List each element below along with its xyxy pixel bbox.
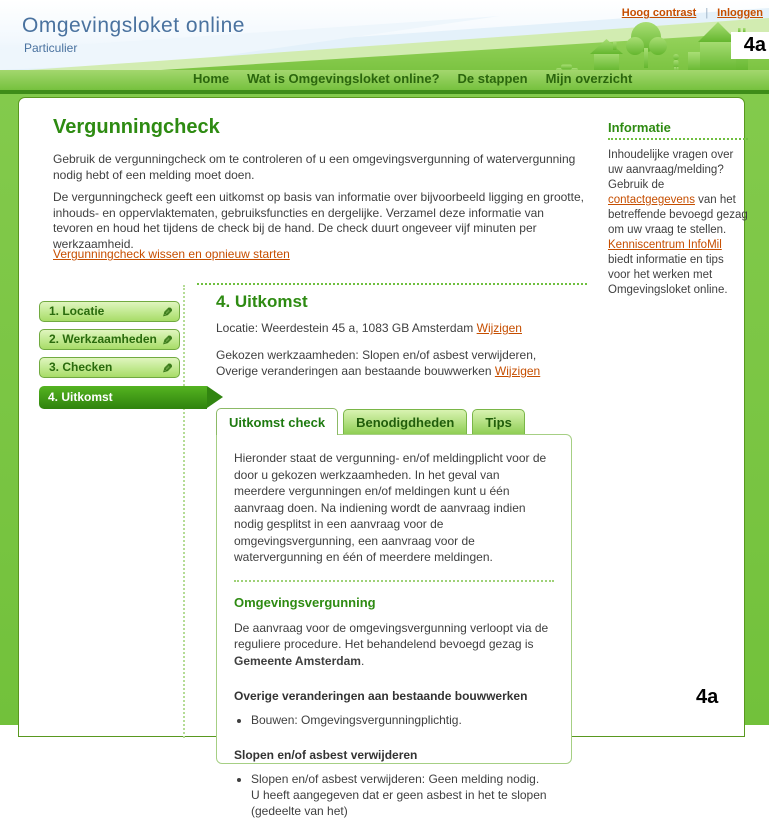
tab-uitkomst-check[interactable]: Uitkomst check <box>216 408 338 435</box>
sidebar-text-part: van het betreffende bevoegd gezag om uw vraag te stellen. <box>608 194 748 236</box>
procedure-text <box>234 620 554 670</box>
change-activities-link[interactable]: Wijzigen <box>494 363 541 378</box>
nav-item-mijn-overzicht[interactable]: Mijn overzicht <box>545 71 633 86</box>
tab-panel <box>216 434 572 818</box>
change-location-link[interactable]: Wijzigen <box>476 321 522 335</box>
reset-check-link[interactable]: Vergunningcheck wissen en opnieuw starten <box>53 247 290 261</box>
procedure-text-part: De aanvraag voor de omgevingsvergunning verloopt via de reguliere procedure. Het behandelend bevoegd gezag is <box>234 620 549 651</box>
contact-details-link[interactable]: contactgegevens <box>608 194 695 206</box>
annotation-label-top: 4a <box>731 32 769 59</box>
annotation-label-bottom: 4a <box>696 686 719 708</box>
pencil-icon: ✎ <box>162 305 173 320</box>
app-subtitle: Particulier <box>24 41 78 55</box>
step-label: 4. Uitkomst <box>48 390 113 404</box>
procedure-text-part: . <box>360 653 365 668</box>
horizontal-separator <box>197 283 587 285</box>
step-label: 2. Werkzaamheden <box>49 332 157 346</box>
result-item-slopen <box>251 771 554 819</box>
result-list <box>234 771 554 819</box>
step-button-locatie[interactable] <box>39 301 180 322</box>
nav-item-wat-is[interactable]: Wat is Omgevingsloket online? <box>247 71 440 86</box>
login-link[interactable]: Inloggen <box>717 7 763 19</box>
high-contrast-link[interactable]: Hoog contrast <box>621 7 697 19</box>
top-links <box>622 7 763 19</box>
result-list <box>234 712 554 728</box>
app-title: Omgevingsloket online <box>22 14 245 37</box>
tab-bar <box>216 408 530 434</box>
infomil-link[interactable]: Kenniscentrum InfoMil <box>608 239 722 251</box>
sidebar-text <box>608 148 748 298</box>
activities-line <box>216 348 568 379</box>
pencil-icon: ✎ <box>162 361 173 376</box>
activities-value: Slopen en/of asbest verwijderen, Overige veranderingen aan bestaande bouwwerken <box>216 348 537 378</box>
tab-benodigdheden[interactable]: Benodigdheden <box>343 409 467 434</box>
main-nav <box>193 71 632 86</box>
content-area <box>18 97 748 818</box>
panel-intro: Hieronder staat de vergunning- en/of meldingplicht voor de door u gekozen werkzaamheden. In het geval van meerdere vergunningen en/of meldingen kunt u één aanvraag doen. Na indiening wordt de aanvraag indien nodig gesplitst in een aanvraag voor de omgevingsvergunning, een aanvraag voor de watervergunning en één of meerdere meldingen. <box>234 451 547 564</box>
panel-separator <box>234 580 554 582</box>
result-item-bouwen: • Bouwen: Omgevingsvergunningplichtig. <box>251 712 554 728</box>
link-separator: | <box>705 7 709 19</box>
step-button-werkzaamheden[interactable] <box>39 329 180 350</box>
tab-tips[interactable]: Tips <box>472 409 525 434</box>
intro-paragraph-2: De vergunningcheck geeft een uitkomst op basis van informatie over bijvoorbeeld ligging en grootte, inhouds- en oppervlaktematen, gebruiksfuncties en dergelijke. Verzamel deze informatie van tevoren en houd het tijdens de check bij de hand. De check duurt ongeveer vijf minuten per werkzaamheid. <box>53 190 584 251</box>
location-label: Locatie: <box>216 321 262 335</box>
result-item-line: U heeft aangegeven dat er geen asbest in het te slopen (gedeelte van het) <box>251 788 547 818</box>
nav-item-home[interactable]: Home <box>193 71 230 86</box>
sidebar-text-part: biedt informatie en tips voor het werken met Omgevingsloket online. <box>608 254 728 296</box>
header <box>0 0 769 90</box>
step-label: 1. Locatie <box>49 304 105 318</box>
sub-heading-slopen-asbest: Slopen en/of asbest verwijderen <box>234 748 418 762</box>
nav-item-de-stappen[interactable]: De stappen <box>457 71 528 86</box>
intro-paragraph-1: Gebruik de vergunningcheck om te controleren of u een omgevingsvergunning of watervergunning nodig hebt of een melding moet doen. <box>53 152 576 182</box>
sidebar-title: Informatie <box>608 120 748 140</box>
sub-heading-overige-veranderingen: Overige veranderingen aan bestaande bouwwerken <box>234 689 528 703</box>
pencil-icon: ✎ <box>162 333 173 348</box>
outcome-title: 4. Uitkomst <box>216 292 308 311</box>
step-label: 3. Checken <box>49 360 113 374</box>
vertical-separator <box>183 285 185 738</box>
page-title: Vergunningcheck <box>53 116 220 138</box>
sidebar-text-part: Inhoudelijke vragen over uw aanvraag/melding? Gebruik de <box>608 149 734 191</box>
location-line <box>216 321 576 337</box>
step-button-uitkomst-active[interactable] <box>39 386 207 409</box>
result-item-line: • Slopen en/of asbest verwijderen: Geen melding nodig. <box>251 772 540 786</box>
activities-label: Gekozen werkzaamheden: <box>216 348 363 362</box>
location-value: Weerdestein 45 a, 1083 GB Amsterdam <box>261 321 474 335</box>
info-sidebar <box>608 120 748 298</box>
step-button-checken[interactable] <box>39 357 180 378</box>
authority-name: Gemeente Amsterdam <box>234 653 361 668</box>
section-title-omgevingsvergunning: Omgevingsvergunning <box>234 594 376 610</box>
